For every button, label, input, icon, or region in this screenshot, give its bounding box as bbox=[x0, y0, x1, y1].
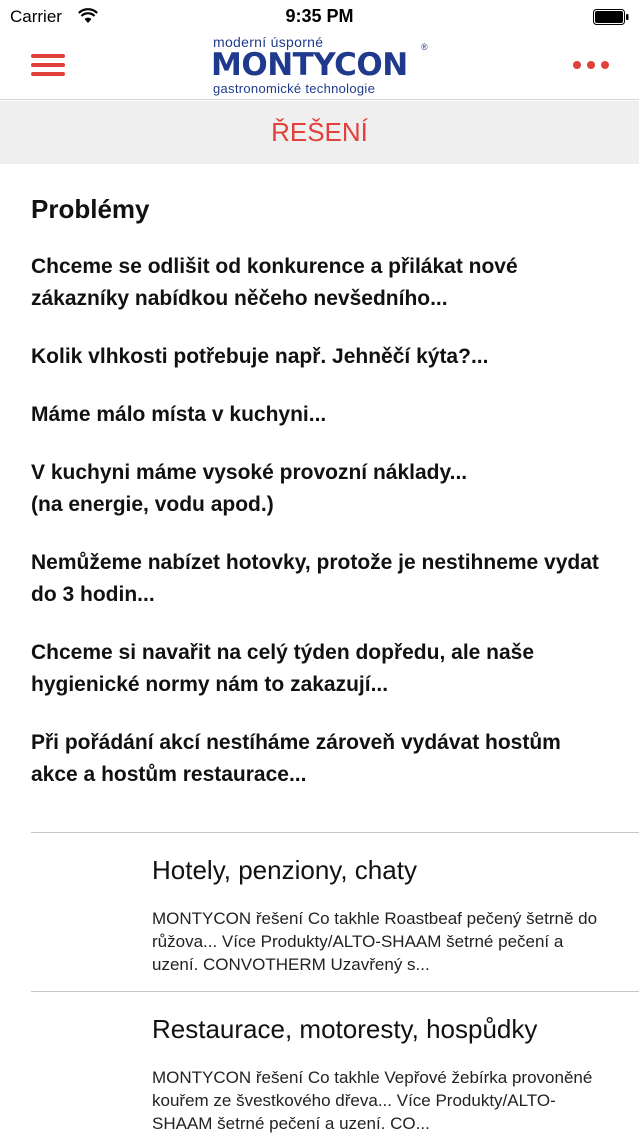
montycon-logo bbox=[205, 34, 435, 98]
section-header bbox=[0, 101, 639, 164]
hamburger-menu-icon bbox=[31, 54, 65, 58]
carrier-label: Carrier bbox=[10, 7, 62, 26]
problem-link[interactable]: V kuchyni máme vysoké provozní náklady... (na energie, vodu apod.) bbox=[31, 461, 468, 516]
more-dots-icon bbox=[573, 61, 581, 69]
battery-icon bbox=[593, 9, 629, 25]
list-item[interactable] bbox=[31, 832, 639, 991]
status-bar bbox=[0, 0, 639, 34]
list-item-title: Hotely, penziony, chaty bbox=[152, 855, 417, 885]
problem-link[interactable]: Máme málo místa v kuchyni... bbox=[31, 403, 327, 426]
navigation-bar bbox=[0, 34, 639, 100]
problem-link[interactable]: Chceme si navařit na celý týden dopředu, ale naše hygienické normy nám to zakazují... bbox=[31, 641, 535, 696]
problem-link[interactable]: Nemůžeme nabízet hotovky, protože je nestihneme vydat do 3 hodin... bbox=[31, 551, 599, 606]
list-item-title: Restaurace, motoresty, hospůdky bbox=[152, 1014, 538, 1044]
list-item[interactable] bbox=[31, 991, 639, 1136]
list-item-description: MONTYCON řešení Co takhle Vepřové žebírka provoněné kouřem ze švestkového dřeva... Více Produkty/ALTO-SHAAM šetrné pečení a uzení. CO... bbox=[152, 1068, 593, 1133]
problems-heading: Problémy bbox=[31, 194, 150, 224]
logo-registered-mark: ® bbox=[421, 42, 428, 52]
problem-link[interactable]: Kolik vlhkosti potřebuje např. Jehněčí kýta?... bbox=[31, 345, 489, 368]
logo-tagline-top: moderní úsporné bbox=[213, 34, 324, 50]
status-time: 9:35 PM bbox=[285, 6, 354, 26]
category-list bbox=[31, 832, 639, 1136]
more-options-button[interactable] bbox=[565, 48, 617, 82]
problems-section bbox=[31, 194, 611, 817]
logo-tagline-bottom: gastronomické technologie bbox=[213, 81, 376, 96]
section-title: ŘEŠENÍ bbox=[271, 117, 368, 147]
list-item-description: MONTYCON řešení Co takhle Roastbeaf pečený šetrně do růžova... Více Produkty/ALTO-SHAAM šetrné pečení a uzení. CONVOTHERM Uzavřený s... bbox=[152, 909, 598, 974]
logo-brand: MONTYCON bbox=[211, 47, 408, 83]
problem-link[interactable]: Chceme se odlišit od konkurence a přilákat nové zákazníky nabídkou něčeho nevšedního... bbox=[31, 255, 518, 310]
problem-link[interactable]: Při pořádání akcí nestíháme zároveň vydávat hostům akce a hostům restaurace... bbox=[31, 731, 561, 786]
hamburger-menu-button[interactable] bbox=[22, 48, 74, 82]
